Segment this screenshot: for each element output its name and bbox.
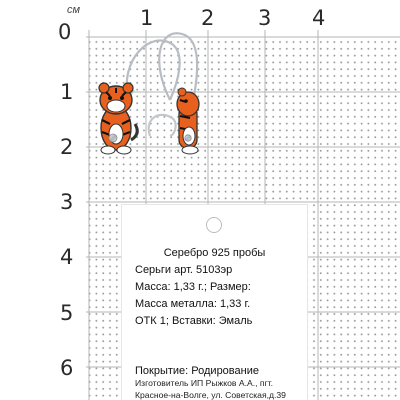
- ruler-left-label-4: 4: [60, 245, 74, 269]
- tag-metal-mass: Масса металла: 1,33 г.: [135, 298, 251, 310]
- tag-article: Серьги арт. 5103эр: [135, 264, 233, 276]
- tag-otk-inserts: ОТК 1; Вставки: Эмаль: [135, 315, 253, 327]
- tiger-charm-right: [177, 88, 199, 154]
- ruler-top-label-0: 0: [58, 20, 72, 44]
- tag-maker-line-2: Красное-на-Волге, ул. Советская,д.39: [135, 390, 286, 400]
- ruler-left-label-1: 1: [60, 80, 74, 104]
- tag-hole: [206, 217, 222, 233]
- ruler-left-label-5: 5: [60, 301, 74, 325]
- ruler-left-label-2: 2: [60, 135, 74, 159]
- ruler-top-label-1: 1: [140, 6, 154, 30]
- ruler-unit-label: см: [67, 4, 81, 16]
- ruler-top-label-4: 4: [312, 6, 326, 30]
- tag-maker-line-1: Изготовитель ИП Рыжков А.А., пгт.: [135, 378, 274, 388]
- tag-mass-size: Масса: 1,33 г.; Размер:: [135, 281, 251, 293]
- ruler-left-label-3: 3: [60, 190, 74, 214]
- ruler-top-label-3: 3: [258, 6, 272, 30]
- tag-coating: Покрытие: Родирование: [135, 365, 259, 377]
- product-tag: [122, 205, 307, 400]
- ruler-left-label-6: 6: [60, 356, 74, 380]
- ruler-top-label-2: 2: [201, 6, 215, 30]
- tag-title: Серебро 925 пробы: [163, 247, 266, 259]
